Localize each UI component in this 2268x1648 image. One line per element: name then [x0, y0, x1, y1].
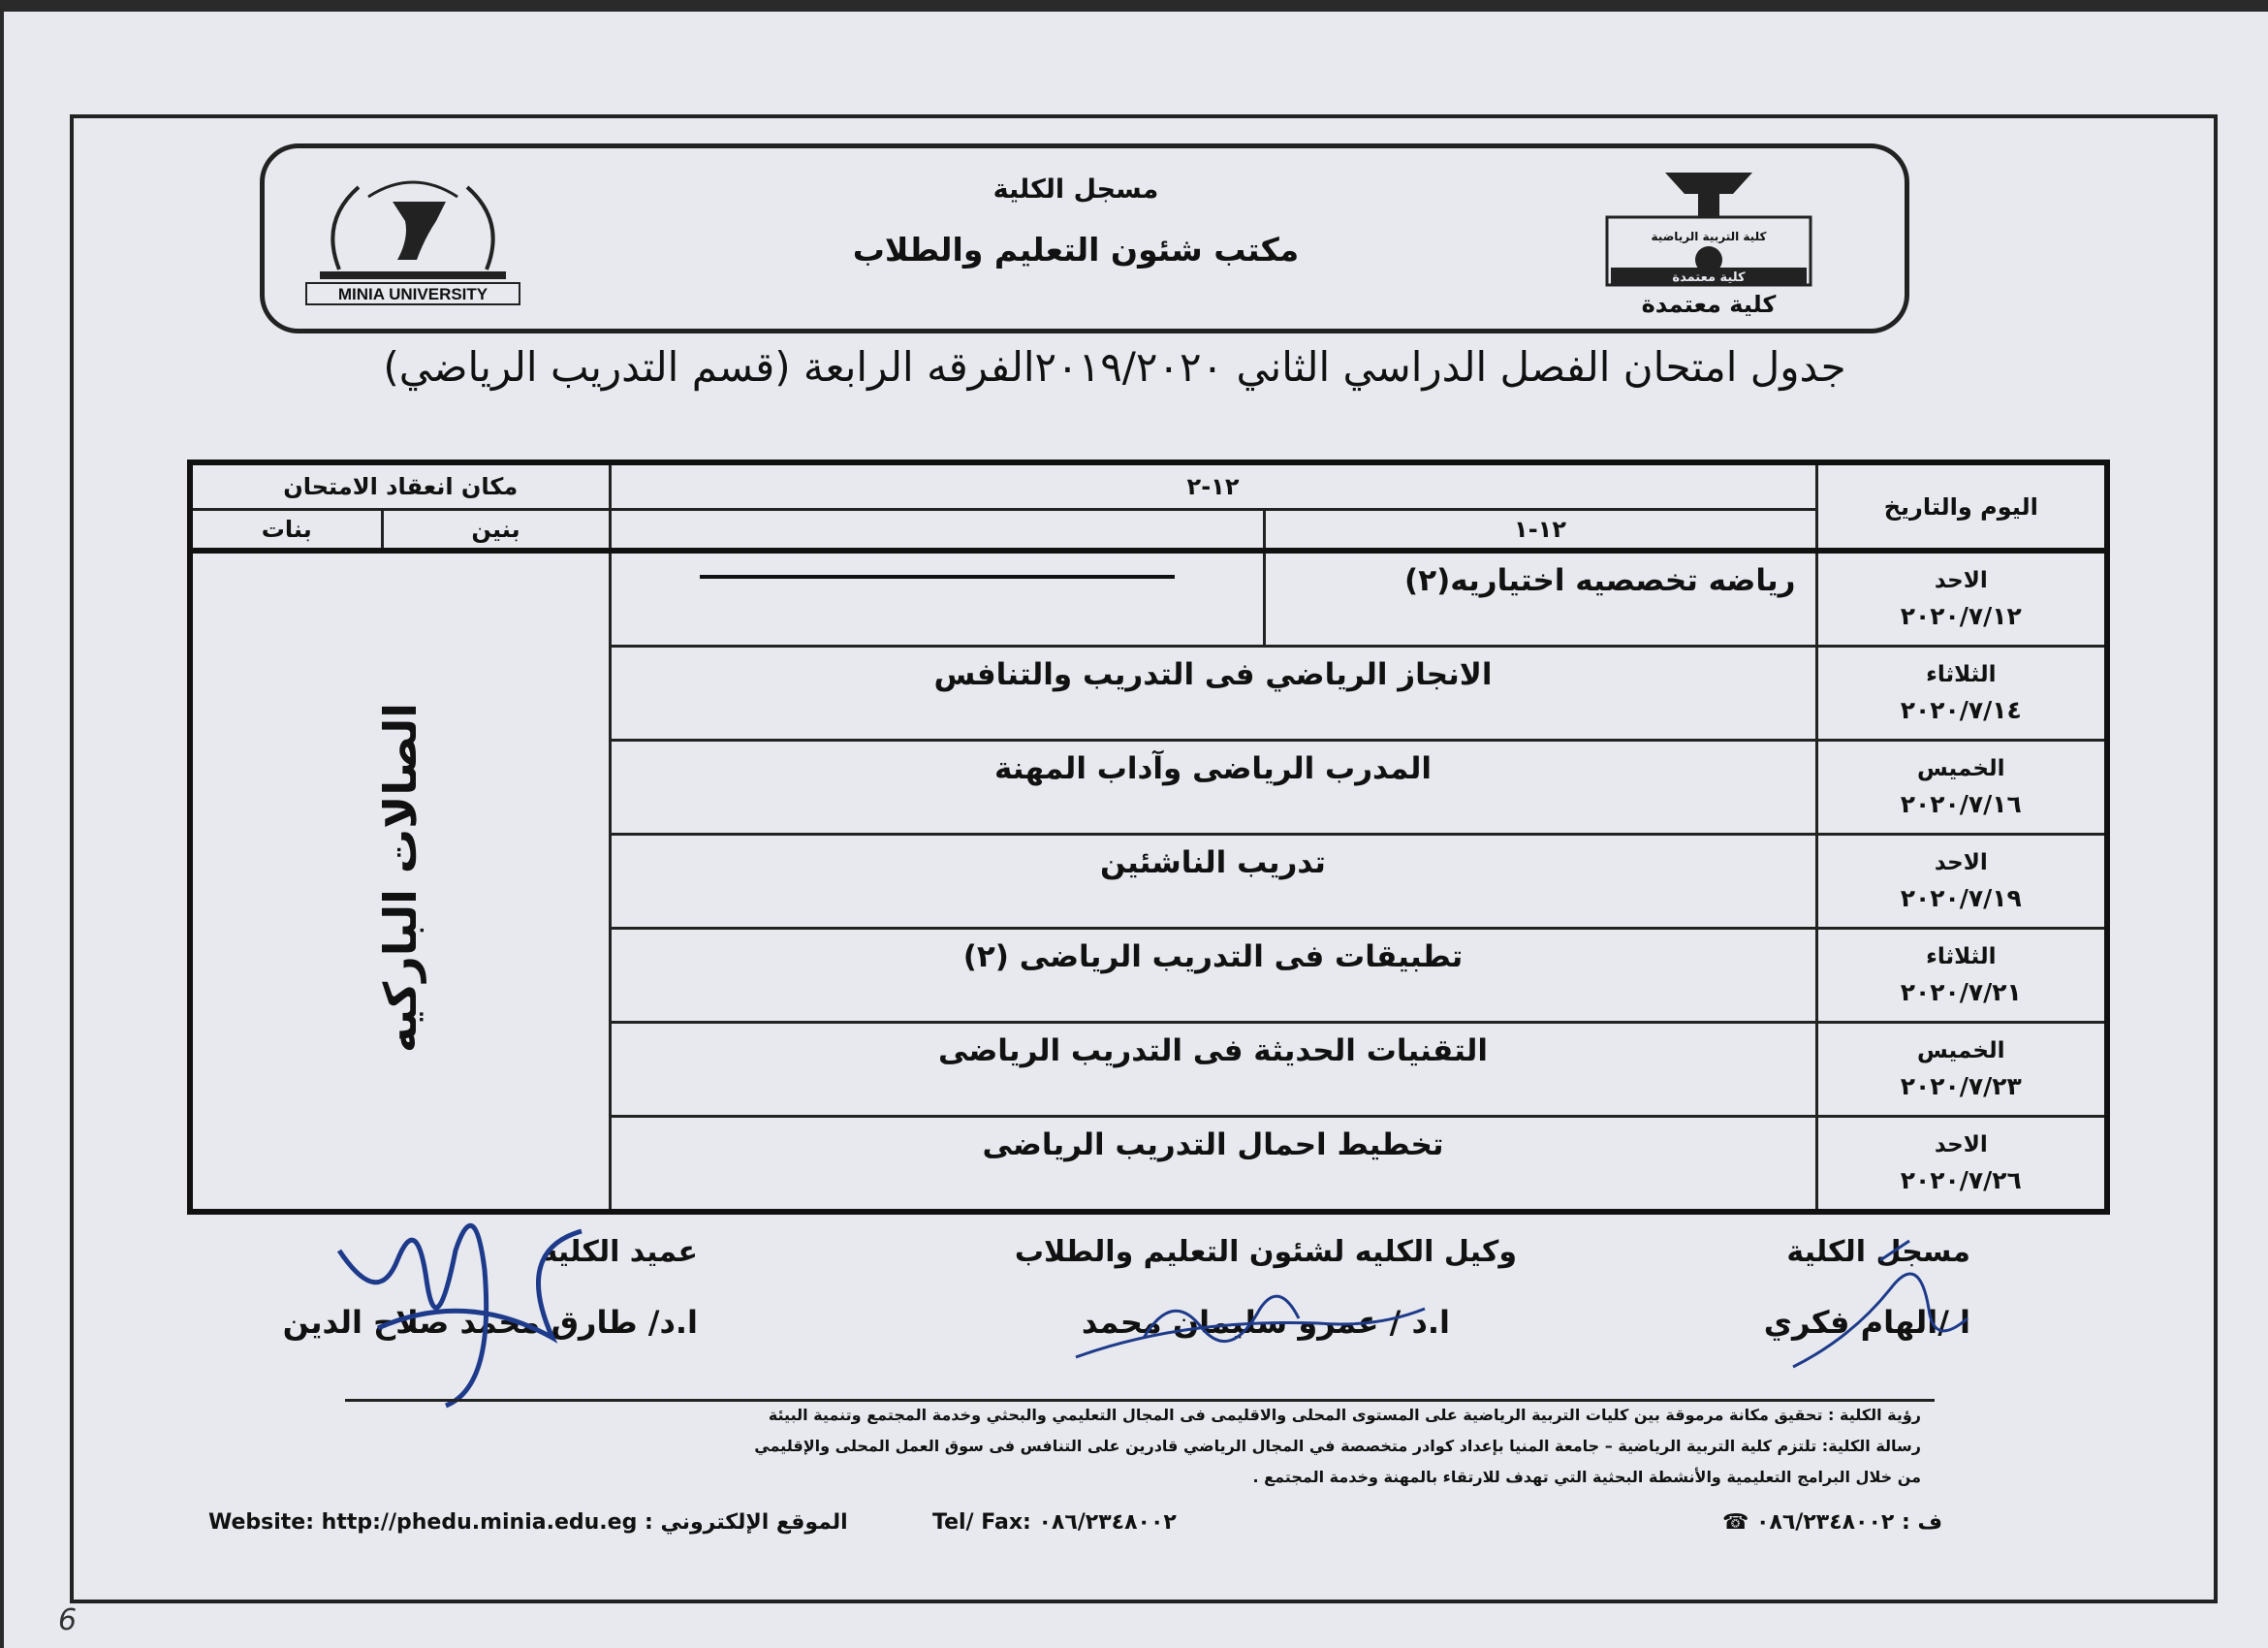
- subject-cell: الانجاز الرياضي فى التدريب والتنافس: [610, 647, 1816, 741]
- day-label: الثلاثاء: [1926, 944, 1997, 969]
- footer-divider: [345, 1399, 1935, 1402]
- venue-cell: [190, 551, 610, 1212]
- office-heading: مكتب شئون التعليم والطلاب: [852, 231, 1300, 269]
- faculty-logo: [1597, 165, 1820, 320]
- day-label: الاحد: [1934, 1132, 1988, 1157]
- subject-cell: المدرب الرياضى وآداب المهنة: [610, 741, 1816, 835]
- date-label: ٢٠٢٠/٧/١٤: [1900, 695, 2022, 724]
- subject-cell: رياضه تخصصيه اختياريه(٢): [1264, 551, 1816, 647]
- subgroup-empty: [610, 510, 1264, 552]
- day-date-cell: [1816, 1117, 2107, 1213]
- page-number: 6: [58, 1603, 78, 1637]
- day-label: الثلاثاء: [1926, 662, 1997, 687]
- accredited-label: كلية معتمدة: [1641, 291, 1777, 318]
- university-logo-text: MINIA UNIVERSITY: [337, 285, 488, 303]
- dash-line: [700, 575, 1175, 579]
- vice-dean-title: وكيل الكليه لشئون التعليم والطلاب: [1014, 1235, 1517, 1269]
- date-label: ٢٠٢٠/٧/١٢: [1900, 601, 2022, 630]
- faculty-logo-text: كلية التربية الرياضية: [1651, 230, 1767, 243]
- date-label: ٢٠٢٠/٧/١٦: [1900, 789, 2022, 818]
- document-title: جدول امتحان الفصل الدراسي الثاني ٢٠١٩/٢٠٢٠الفرقه الرابعة (قسم التدريب الرياضي): [383, 343, 1846, 391]
- group-header: ١٢-٢: [610, 462, 1816, 510]
- day-date-header: اليوم والتاريخ: [1816, 462, 2107, 551]
- registrar-heading: مسجل الكلية: [992, 174, 1159, 205]
- dean-handwritten-signature: [320, 1192, 611, 1415]
- subject-cell: تطبيقات فى التدريب الرياضى (٢): [610, 929, 1816, 1023]
- no-exam-cell: [610, 551, 1264, 647]
- date-label: ٢٠٢٠/٧/١٩: [1900, 883, 2022, 912]
- day-label: الخميس: [1917, 756, 2005, 781]
- mission-statement-cont: من خلال البرامج التعليمية والأنشطة البحثية التي تهدف للارتقاء بالمهنة وخدمة المجتمع .: [1252, 1468, 1921, 1486]
- phone-number: ف : ٠٨٦/٢٣٤٨٠٠٢: [1756, 1510, 1942, 1535]
- girls-header: بنات: [190, 510, 382, 552]
- vision-statement: رؤية الكلية : تحقيق مكانة مرموقة بين كليات التربية الرياضية على المستوى المحلى والاقليمى فى المجال التعليمي والبحثي وخدمة المجتمع وتنمية البيئة: [768, 1406, 1921, 1424]
- day-date-cell: [1816, 741, 2107, 835]
- registrar-handwritten-signature: [1774, 1231, 1997, 1377]
- subject-cell: تخطيط احمال التدريب الرياضى: [610, 1117, 1816, 1213]
- table-row: [190, 551, 2107, 647]
- day-date-cell: [1816, 835, 2107, 929]
- venue-label: الصالات الباركيه: [374, 703, 427, 1054]
- telfax-contact: Tel/ Fax: ٠٨٦/٢٣٤٨٠٠٢: [932, 1510, 1177, 1535]
- day-date-cell: [1816, 551, 2107, 647]
- day-label: الاحد: [1934, 850, 1988, 875]
- website-contact: Website: http://phedu.minia.edu.eg : الموقع الإلكتروني: [208, 1510, 848, 1535]
- boys-header: بنين: [382, 510, 610, 552]
- vice-dean-name: ا.د / عمرو سليمان محمد: [1081, 1304, 1450, 1341]
- date-label: ٢٠٢٠/٧/٢١: [1900, 977, 2022, 1006]
- accredited-badge-text: كلية معتمدة: [1672, 270, 1746, 285]
- registrar-title: مسجل الكلية: [1786, 1235, 1970, 1269]
- date-label: ٢٠٢٠/٧/٢٦: [1900, 1165, 2022, 1194]
- subject-cell: تدريب الناشئين: [610, 835, 1816, 929]
- dean-title: عميد الكليه: [540, 1235, 698, 1269]
- header-row: [190, 462, 2107, 510]
- mission-statement: رسالة الكلية: تلتزم كلية التربية الرياضية – جامعة المنيا بإعداد كوادر متخصصة في المجال الرياضي قادرين على التنافس فى سوق العمل المحلى والإقليمي: [754, 1437, 1921, 1455]
- day-date-cell: [1816, 929, 2107, 1023]
- phone-contact: [1722, 1510, 1942, 1535]
- date-label: ٢٠٢٠/٧/٢٣: [1900, 1071, 2022, 1100]
- dean-name: ا.د/ طارق محمد صلاح الدين: [282, 1304, 698, 1341]
- venue-header: مكان انعقاد الامتحان: [190, 462, 610, 510]
- vice-dean-handwritten-signature: [1066, 1270, 1434, 1377]
- day-date-cell: [1816, 647, 2107, 741]
- day-date-cell: [1816, 1023, 2107, 1117]
- exam-schedule-table: [187, 460, 2110, 1215]
- subject-cell: التقنيات الحديثة فى التدريب الرياضى: [610, 1023, 1816, 1117]
- telephone-icon: ☎: [1721, 1510, 1749, 1535]
- minia-university-logo: [300, 163, 525, 308]
- subgroup-header: ١٢-١: [1264, 510, 1816, 552]
- registrar-name: ا /الهام فكري: [1763, 1304, 1970, 1341]
- day-label: الخميس: [1917, 1038, 2005, 1063]
- day-label: الاحد: [1934, 568, 1988, 593]
